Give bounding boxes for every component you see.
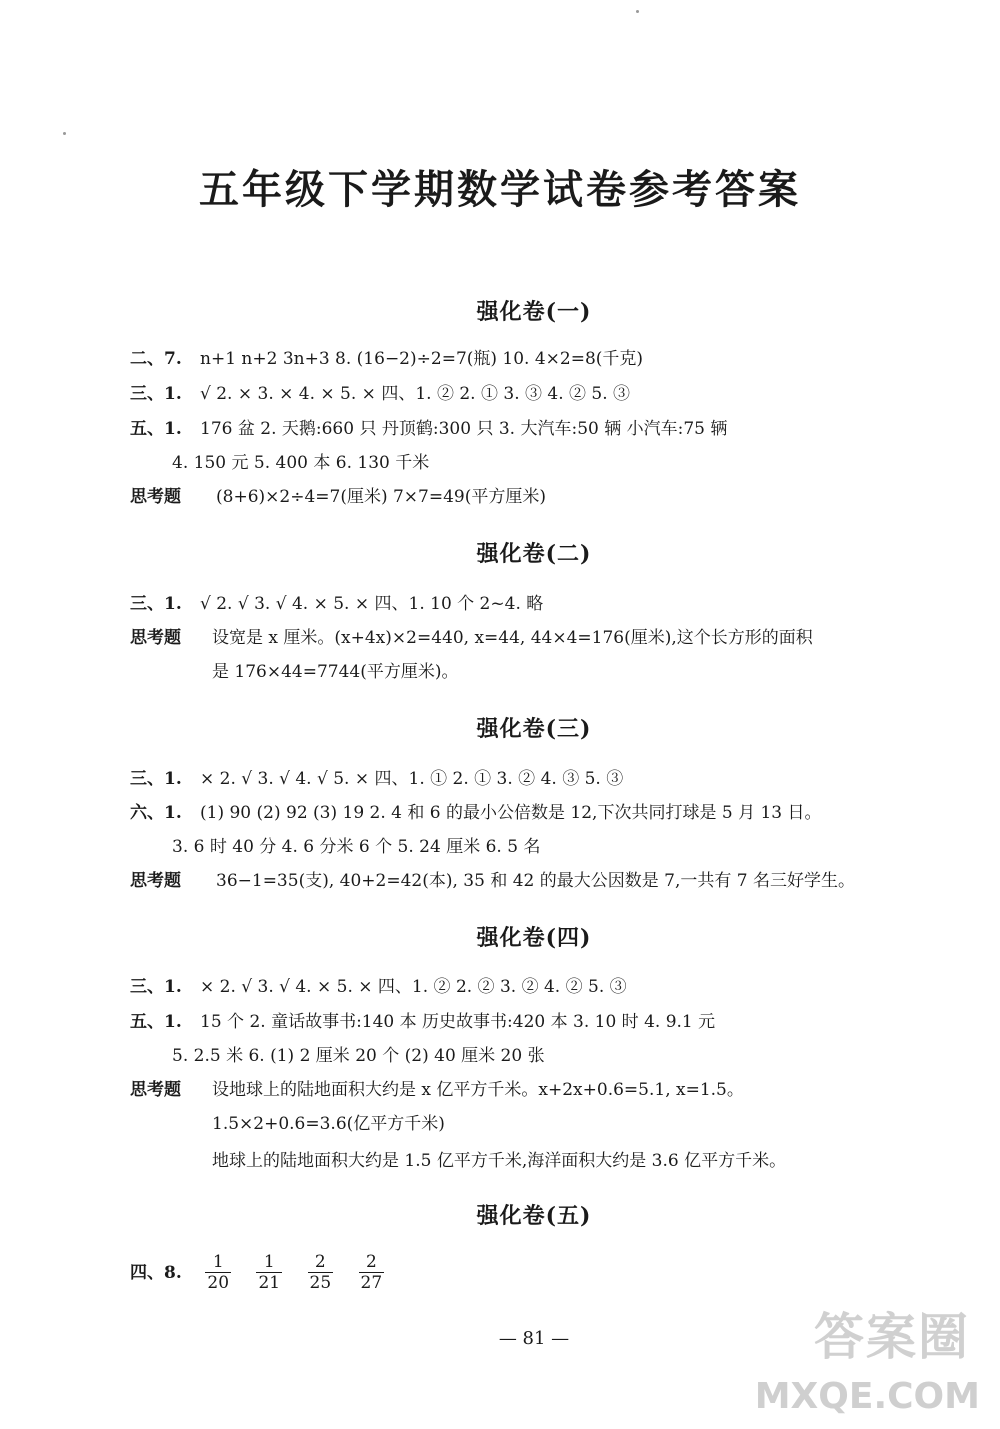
line-text: n+1 n+2 3n+3 8. (16−2)÷2=7(瓶) 10. 4×2=8(千克) xyxy=(200,349,644,369)
section-title-2: 强化卷(二) xyxy=(476,541,592,567)
answer-line xyxy=(130,486,546,508)
section-title-4: 强化卷(四) xyxy=(476,925,592,951)
numerator: 2 xyxy=(365,1252,377,1272)
line-text: 设宽是 x 厘米。(x+4x)×2=440, x=44, 44×4=176(厘米),这个长方形的面积 xyxy=(212,628,813,648)
answer-line xyxy=(172,1045,545,1067)
scan-speck xyxy=(63,132,66,135)
line-text: 地球上的陆地面积大约是 1.5 亿平方千米,海洋面积大约是 3.6 亿平方千米。 xyxy=(212,1151,787,1171)
watermark xyxy=(754,1297,980,1417)
line-text: 1.5×2+0.6=3.6(亿平方千米) xyxy=(212,1114,445,1134)
line-text: 3. 6 时 40 分 4. 6 分米 6 个 5. 24 厘米 6. 5 名 xyxy=(172,837,541,857)
denominator: 21 xyxy=(258,1273,281,1293)
answer-line xyxy=(130,418,727,440)
line-text: (8+6)×2÷4=7(厘米) 7×7=49(平方厘米) xyxy=(216,487,547,507)
denominator: 27 xyxy=(360,1273,383,1293)
section-title-1: 强化卷(一) xyxy=(476,299,592,325)
section-title-3: 强化卷(三) xyxy=(476,716,592,742)
line-label: 思考题 xyxy=(130,628,181,648)
answer-line xyxy=(130,976,627,998)
fraction xyxy=(256,1252,282,1293)
line-text: 176 盆 2. 天鹅:660 只 丹顶鹤:300 只 3. 大汽车:50 辆 小汽车:75 辆 xyxy=(200,419,728,439)
line-label: 六、1. xyxy=(130,803,182,823)
line-label: 五、1. xyxy=(130,1012,182,1032)
page-title: 五年级下学期数学试卷参考答案 xyxy=(199,166,801,213)
line-text: 4. 150 元 5. 400 本 6. 130 千米 xyxy=(172,453,430,473)
watermark-url: MXQE.COM xyxy=(754,1376,980,1417)
line-label: 三、1. xyxy=(130,769,182,789)
line-label: 思考题 xyxy=(130,871,181,891)
answer-line xyxy=(130,802,822,824)
line-text: √ 2. × 3. × 4. × 5. × 四、1. ② 2. ① 3. ③ 4. ② 5. ③ xyxy=(200,384,631,404)
fraction xyxy=(359,1252,385,1293)
line-label: 三、1. xyxy=(130,977,182,997)
line-label: 四、8. xyxy=(130,1262,182,1283)
scan-speck xyxy=(636,10,639,13)
line-text: 5. 2.5 米 6. (1) 2 厘米 20 个 (2) 40 厘米 20 张 xyxy=(172,1046,545,1066)
answer-line xyxy=(130,593,543,615)
line-text: 15 个 2. 童话故事书:140 本 历史故事书:420 本 3. 10 时 4. 9.1 元 xyxy=(200,1012,716,1032)
answer-line xyxy=(130,1079,744,1101)
answer-line xyxy=(130,348,643,370)
line-label: 五、1. xyxy=(130,419,182,439)
answer-line xyxy=(212,1113,445,1135)
line-text: 36−1=35(支), 40+2=42(本), 35 和 42 的最大公因数是 7,一共有 7 名三好学生。 xyxy=(216,871,856,891)
answer-line xyxy=(130,627,813,649)
line-text: × 2. √ 3. √ 4. × 5. × 四、1. ② 2. ② 3. ② 4. ② 5. ③ xyxy=(200,977,627,997)
denominator: 25 xyxy=(309,1273,332,1293)
fraction xyxy=(308,1252,334,1293)
answer-line xyxy=(172,452,429,474)
page-number: — 81 — xyxy=(498,1328,570,1349)
line-label: 二、7. xyxy=(130,349,182,369)
numerator: 1 xyxy=(212,1252,224,1272)
denominator: 20 xyxy=(207,1273,230,1293)
section-title-5: 强化卷(五) xyxy=(476,1203,592,1229)
numerator: 2 xyxy=(314,1252,326,1272)
answer-line xyxy=(130,383,630,405)
line-label: 三、1. xyxy=(130,594,182,614)
answer-line xyxy=(130,1011,715,1033)
answer-line xyxy=(172,836,540,858)
line-text: 是 176×44=7744(平方厘米)。 xyxy=(212,662,459,682)
line-text: (1) 90 (2) 92 (3) 19 2. 4 和 6 的最小公倍数是 12,下次共同打球是 5 月 13 日。 xyxy=(200,803,822,823)
watermark-logo: 答案圈 xyxy=(814,1308,970,1366)
answer-line xyxy=(130,1252,404,1293)
line-text: 设地球上的陆地面积大约是 x 亿平方千米。x+2x+0.6=5.1, x=1.5。 xyxy=(212,1080,744,1100)
fraction xyxy=(205,1252,231,1293)
line-label: 思考题 xyxy=(130,487,181,507)
line-text: × 2. √ 3. √ 4. √ 5. × 四、1. ① 2. ① 3. ② 4. ③ 5. ③ xyxy=(200,769,624,789)
numerator: 1 xyxy=(263,1252,275,1272)
answer-line xyxy=(212,661,459,683)
answer-line xyxy=(130,870,855,892)
answer-line xyxy=(212,1150,786,1172)
line-label: 思考题 xyxy=(130,1080,181,1100)
line-label: 三、1. xyxy=(130,384,182,404)
answer-line xyxy=(130,768,623,790)
line-text: √ 2. √ 3. √ 4. × 5. × 四、1. 10 个 2~4. 略 xyxy=(200,594,544,614)
